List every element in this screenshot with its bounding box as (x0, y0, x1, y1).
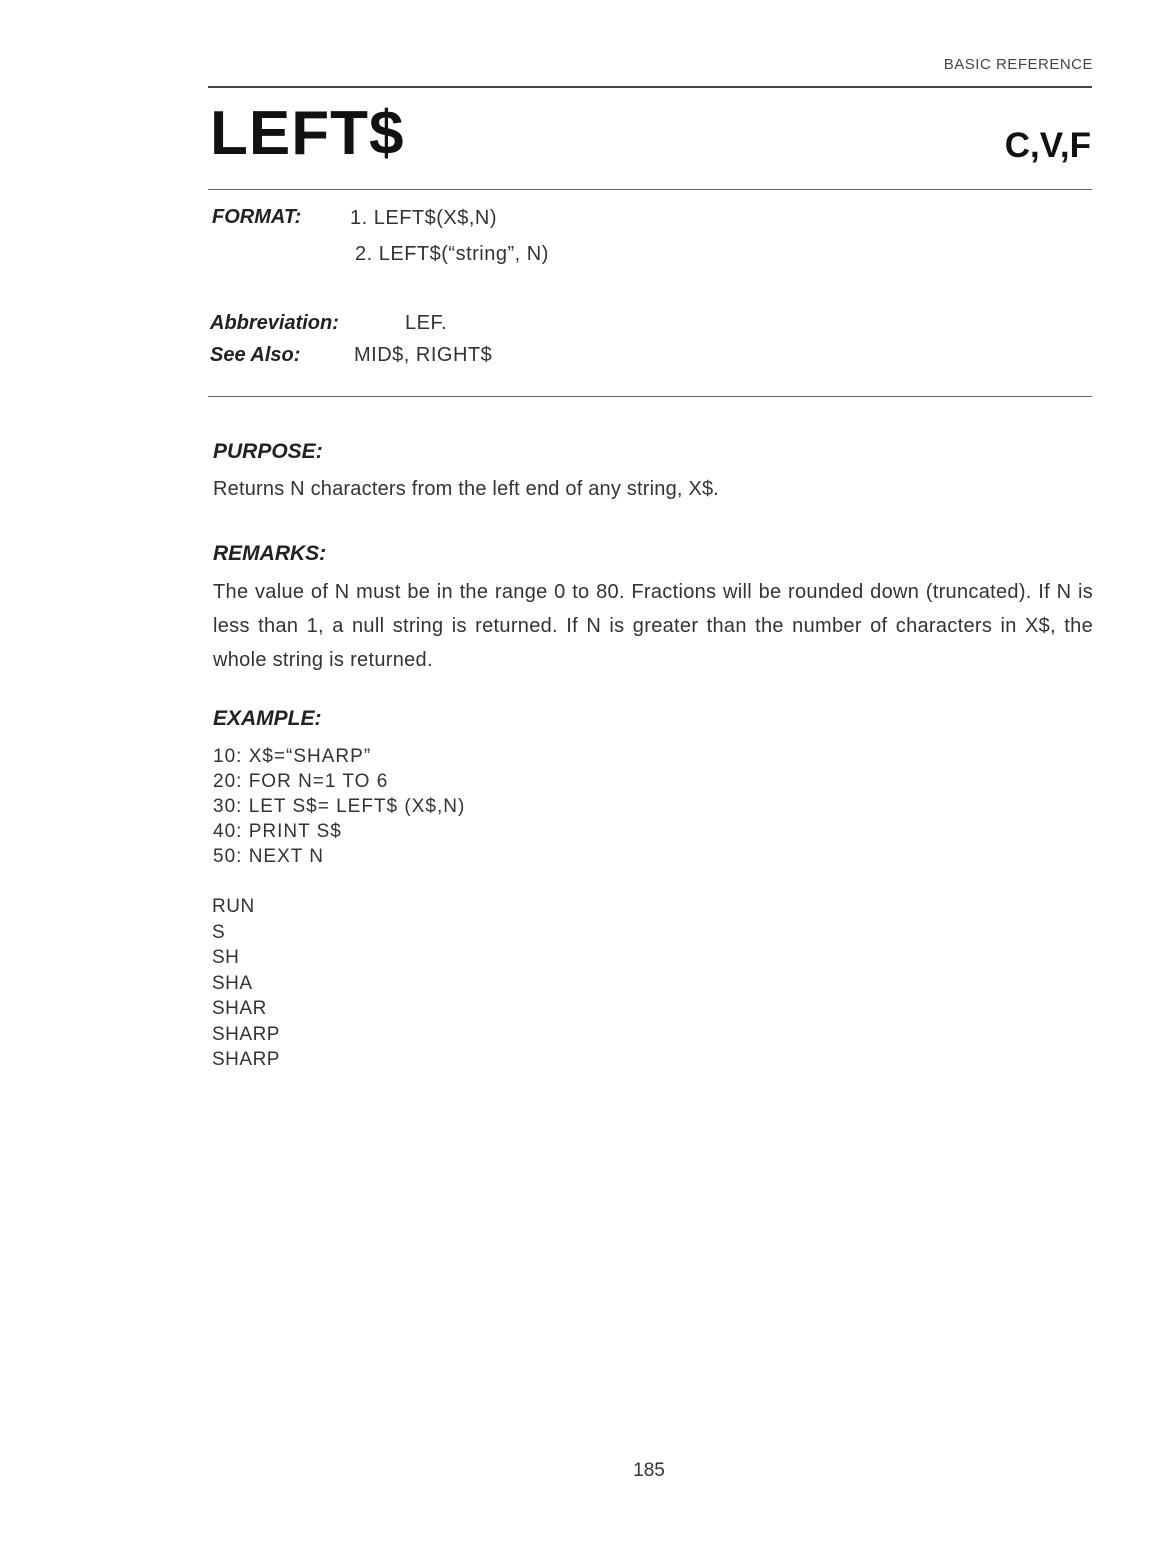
code-line: 20: FOR N=1 TO 6 (213, 771, 389, 792)
top-rule (208, 86, 1092, 88)
format-line: 2. LEFT$(“string”, N) (355, 243, 549, 265)
code-line: 50: NEXT N (213, 846, 325, 867)
see-also-label: See Also: (210, 344, 301, 366)
purpose-heading: PURPOSE: (213, 440, 323, 463)
remarks-heading: REMARKS: (213, 542, 327, 565)
example-output (212, 894, 280, 1073)
output-line: SHARP (212, 1023, 280, 1045)
running-head: BASIC REFERENCE (943, 56, 1093, 73)
purpose-text: Returns N characters from the left end of any string, X$. (213, 478, 720, 500)
output-line: SHAR (212, 998, 267, 1019)
section-rule (208, 396, 1092, 397)
abbreviation-value: LEF. (405, 312, 448, 334)
format-label: FORMAT: (212, 206, 302, 228)
output-line: SHARP (212, 1049, 280, 1070)
title-rule (208, 189, 1092, 190)
output-line: RUN (212, 896, 255, 917)
entry-modes: C,V,F (1004, 126, 1091, 165)
code-line: 40: PRINT S$ (213, 821, 342, 842)
remarks-text: The value of N must be in the range 0 to 80. Fractions will be rounded down (truncated). If N is less than 1, a null string is returned. If N is greater than the number of characters in X$, the whole string is returned. (213, 581, 1093, 671)
see-also-value: MID$, RIGHT$ (354, 344, 493, 366)
page-number: 185 (633, 1460, 665, 1481)
example-heading: EXAMPLE: (213, 707, 322, 730)
code-line: 30: LET S$= LEFT$ (X$,N) (213, 796, 466, 817)
output-line: SH (212, 947, 240, 968)
output-line: SHA (212, 972, 253, 994)
output-line: S (212, 921, 226, 943)
code-line: 10: X$=“SHARP” (213, 746, 372, 767)
abbreviation-label: Abbreviation: (210, 312, 339, 334)
example-code (213, 744, 465, 869)
entry-title: LEFT$ (210, 99, 405, 168)
format-line: 1. LEFT$(X$,N) (350, 207, 498, 229)
